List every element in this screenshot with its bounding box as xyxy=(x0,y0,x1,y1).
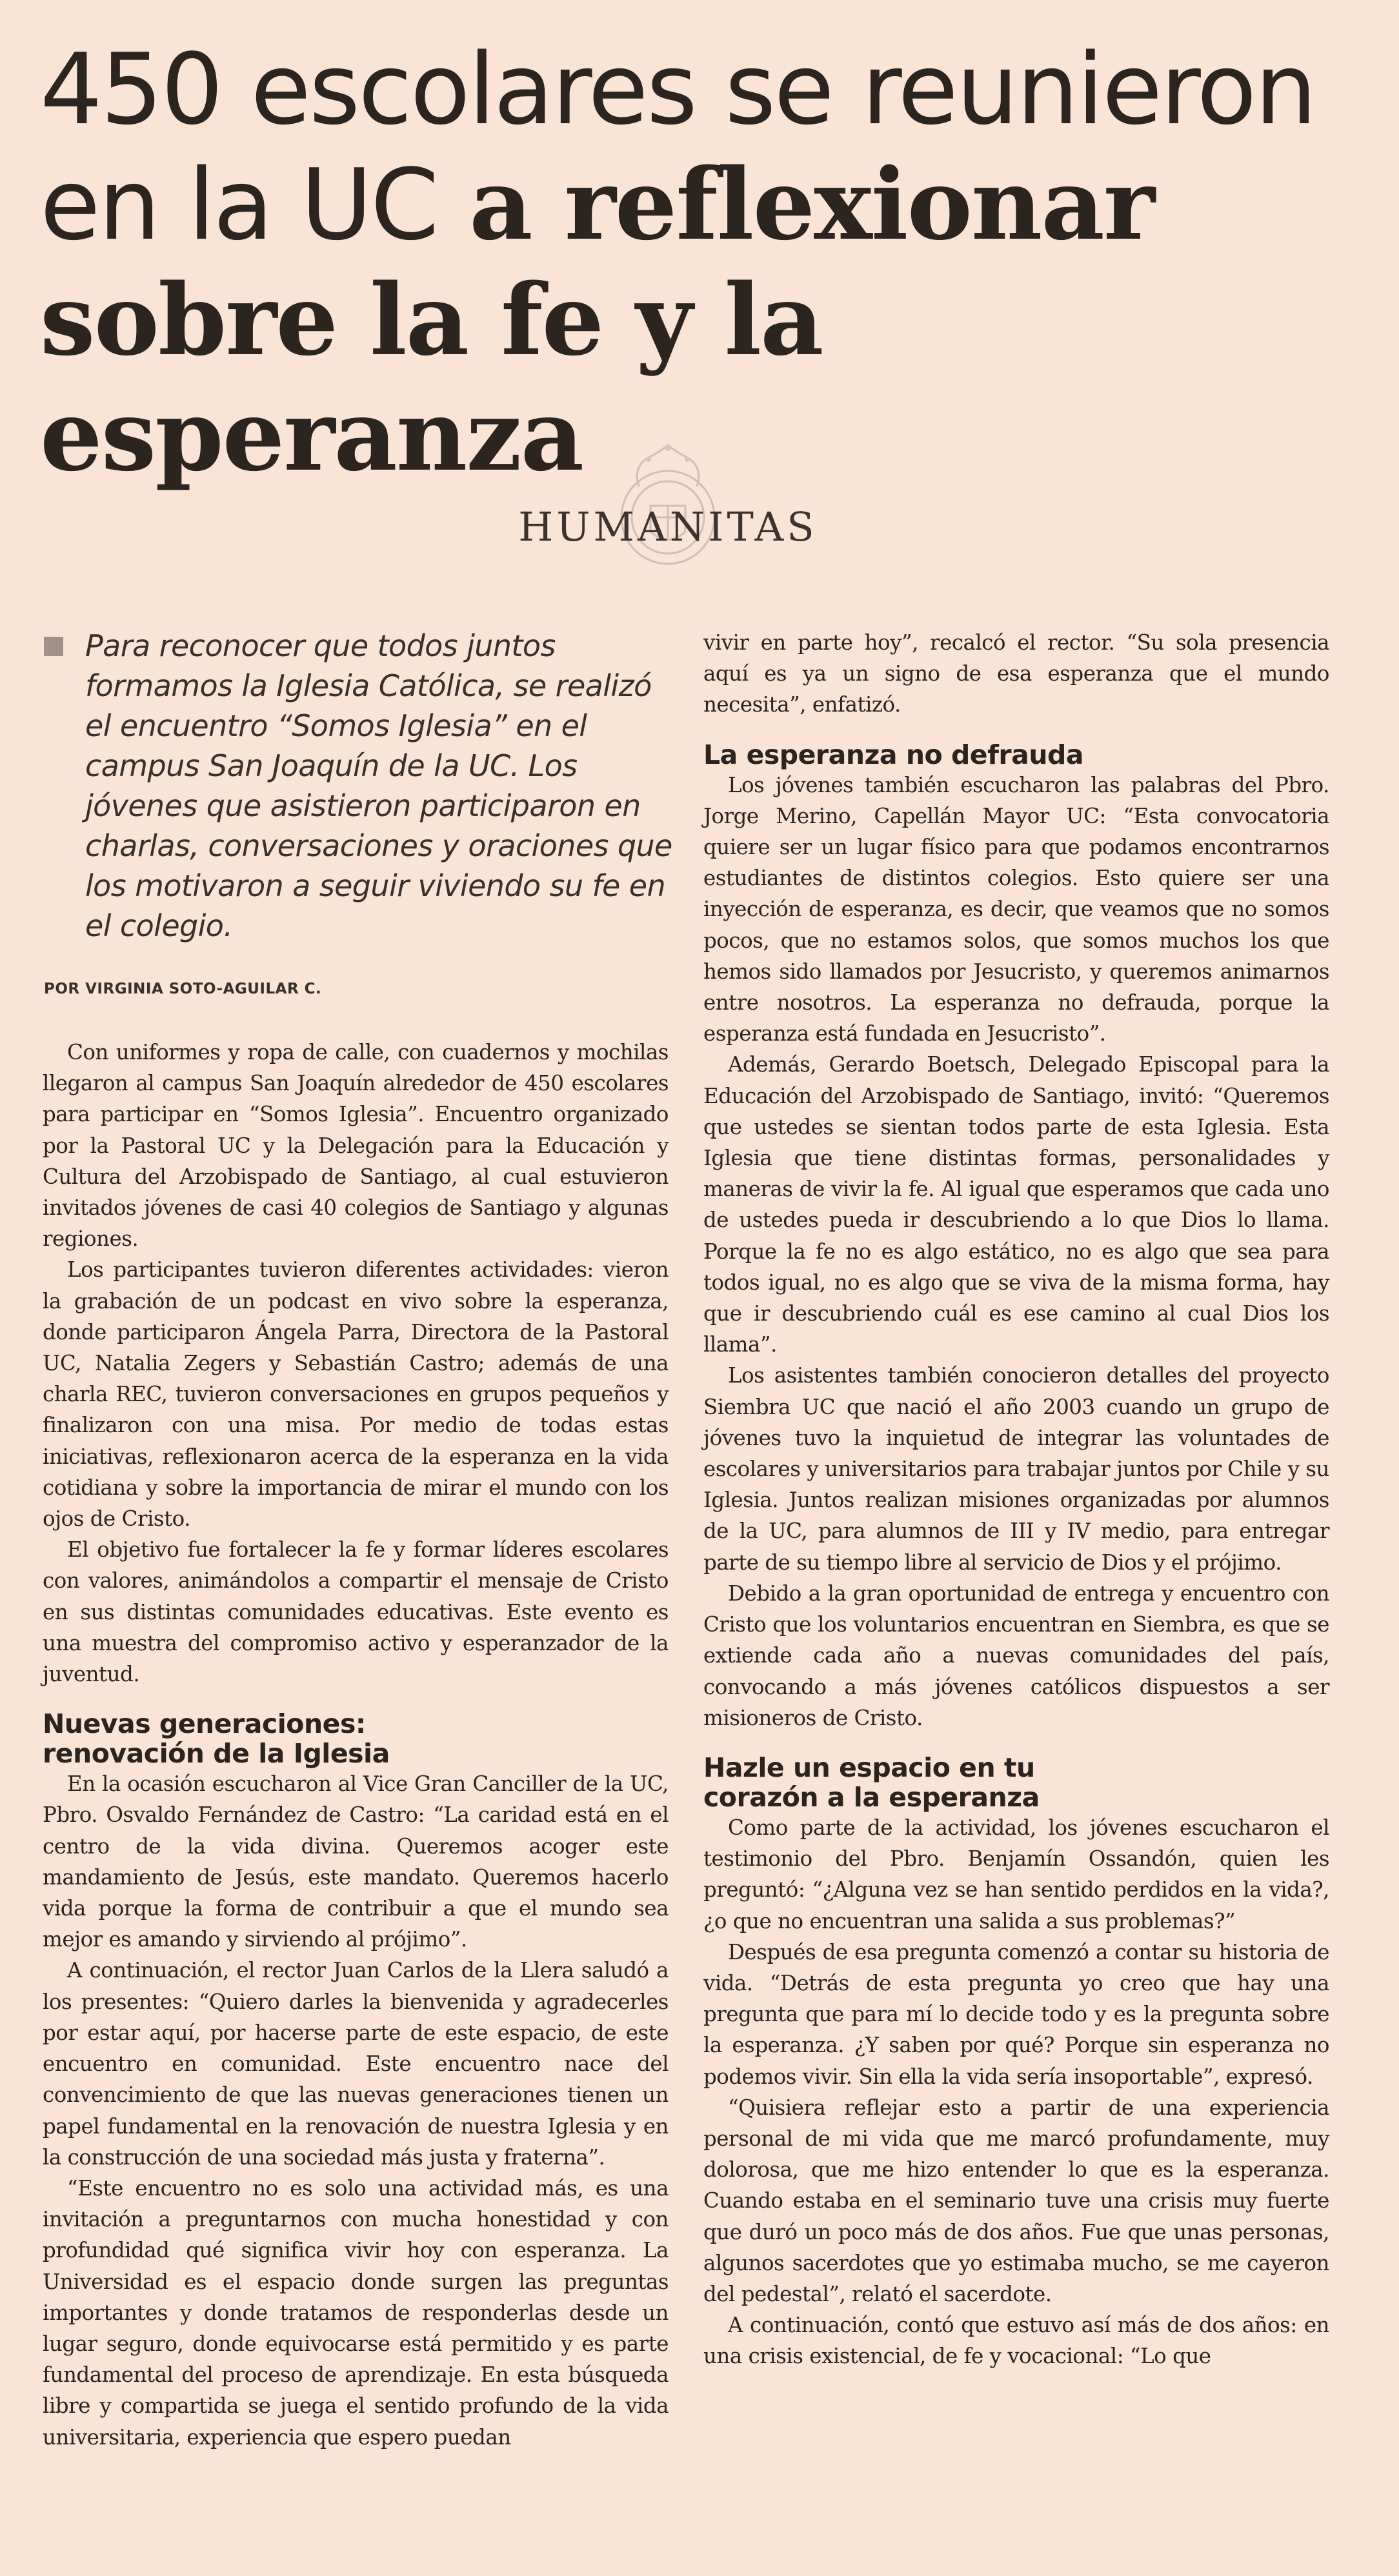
paragraph: vivir en parte hoy”, recalcó el rector. “Su sola presencia aquí es ya un signo de esa esperanza que el mundo necesita”, enfatizó. xyxy=(703,630,1329,717)
paragraph: Debido a la gran oportunidad de entrega y encuentro con Cristo que los voluntarios encuentran en Siembra, es que se extiende cada año a nuevas comunidades del país, convocando a más jóvenes católicos dispuestos a ser misioneros de Cristo. xyxy=(703,1581,1329,1730)
section-heading-line: renovación de la Iglesia xyxy=(43,1738,390,1770)
humanitas-logo xyxy=(510,439,826,600)
section-heading-line: corazón a la esperanza xyxy=(703,1781,1040,1813)
section-heading-line: Hazle un espacio en tu xyxy=(703,1752,1035,1783)
paragraph: Con uniformes y ropa de calle, con cuadernos y mochilas llegaron al campus San Joaquín alrededor de 450 escolares para participar en “Somos Iglesia”. Encuentro organizado por la Pastoral UC y la Delegación para la Educación y Cultura del Arzobispado de Santiago, al cual estuvieron invitados jóvenes de casi 40 colegios de Santiago y algunas regiones. xyxy=(43,1040,669,1252)
lead-marker xyxy=(44,637,63,656)
section-heading xyxy=(703,1753,1329,1812)
section-heading-line: Nuevas generaciones: xyxy=(43,1708,366,1740)
headline-part-light: 450 escolares se reunieron en la UC xyxy=(40,32,1315,262)
paragraph: En la ocasión escucharon al Vice Gran Canciller de la UC, Pbro. Osvaldo Fernández de Castro: “La caridad está en el centro de la vida divina. Queremos acoger este mandamiento de Jesús, este mandato. Queremos hacerlo vida porque la forma de contribuir a que el mundo sea mejor es amando y sirviendo al prójimo”. xyxy=(43,1772,669,1952)
paragraph: Después de esa pregunta comenzó a contar su historia de vida. “Detrás de esta pregunta yo creo que hay una pregunta que para mí lo decide todo y es la pregunta sobre la esperanza. ¿Y saben por qué? Porque sin esperanza no podemos vivir. Sin ella la vida sería insoportable”, expresó. xyxy=(703,1939,1329,2089)
paragraph: Los jóvenes también escucharon las palabras del Pbro. Jorge Merino, Capellán Mayor UC: “Esta convocatoria quiere ser un lugar físico para que podamos encontrarnos estudiantes de distintos colegios. Esto quiere ser una inyección de esperanza, es decir, que veamos que no somos pocos, que no estamos solos, que somos muchos los que hemos sido llamados por Jesucristo, y queremos animarnos entre nosotros. La esperanza no defrauda, porque la esperanza está fundada en Jesucristo”. xyxy=(703,772,1329,1046)
headline xyxy=(40,32,1369,494)
paragraph: El objetivo fue fortalecer la fe y formar líderes escolares con valores, animándolos a compartir el mensaje de Cristo en sus distintas comunidades educativas. Este evento es una muestra del compromiso activo y esperanzador de la juventud. xyxy=(43,1537,669,1687)
paragraph: Los participantes tuvieron diferentes actividades: vieron la grabación de un podcast en vivo sobre la esperanza, donde participaron Ángela Parra, Directora de la Pastoral UC, Natalia Zegers y Sebastián Castro; además de una charla REC, tuvieron conversaciones en grupos pequeños y finalizaron con una misa. Por medio de todas estas iniciativas, reflexionaron acerca de la esperanza en la vida cotidiana y sobre la importancia de mirar el mundo con los ojos de Cristo. xyxy=(43,1257,669,1532)
paragraph: Además, Gerardo Boetsch, Delegado Episcopal para la Educación del Arzobispado de Santiago, invitó: “Queremos que ustedes se sientan todos parte de esta Iglesia. Esta Iglesia que tiene distintas formas, personalidades y maneras de vivir la fe. Al igual que esperamos que cada uno de ustedes pueda ir descubriendo a lo que Dios lo llama. Porque la fe no es algo estático, no es algo que sea para todos igual, no es algo que se viva de la misma forma, hay que ir descubriendo cuál es ese camino al cual Dios los llama”. xyxy=(703,1052,1329,1357)
paragraph: “Quisiera reflejar esto a partir de una experiencia personal de mi vida que me marcó profundamente, muy dolorosa, que me hizo entender lo que es la esperanza. Cuando estaba en el seminario tuve una crisis muy fuerte que duró un poco más de dos años. Fue que unas personas, algunos sacerdotes que yo estimaba mucho, se me cayeron del pedestal”, relató el sacerdote. xyxy=(703,2095,1329,2306)
section-heading xyxy=(43,1709,669,1768)
paragraph: “Este encuentro no es solo una actividad más, es una invitación a preguntarnos con mucha honestidad y con profundidad qué significa vivir hoy con esperanza. La Universidad es el espacio donde surgen las preguntas importantes y donde tratamos de responderlas desde un lugar seguro, donde equivocarse está permitido y es parte fundamental del proceso de aprendizaje. En esta búsqueda libre y compartida se juega el sentido profundo de la vida universitaria, experiencia que espero puedan xyxy=(43,2175,669,2450)
right-column xyxy=(703,627,1329,2372)
lead-paragraph: Para reconocer que todos juntos formamos la Iglesia Católica, se realizó el encuentro “Somos Iglesia” en el campus San Joaquín de la UC. Los jóvenes que asistieron participaron en charlas, conversaciones y oraciones que los motivaron a seguir viviendo su fe en el colegio. xyxy=(85,628,672,943)
section-heading: La esperanza no defrauda xyxy=(703,739,1084,770)
paragraph: A continuación, contó que estuvo así más de dos años: en una crisis existencial, de fe y vocacional: “Lo que xyxy=(703,2313,1329,2369)
logo-text: HUMANITAS xyxy=(518,503,818,550)
paragraph: A continuación, el rector Juan Carlos de la Llera saludó a los presentes: “Quiero darles la bienvenida y agradecerles por estar aquí, por hacerse parte de este espacio, de este encuentro en comunidad. Este encuentro nace del convencimiento de que las nuevas generaciones tienen un papel fundamental en la renovación de nuestra Iglesia y en la construcción de una sociedad más justa y fraterna”. xyxy=(43,1958,669,2170)
paragraph: Como parte de la actividad, los jóvenes escucharon el testimonio del Pbro. Benjamín Ossandón, quien les preguntó: “¿Alguna vez se han sentido perdidos en la vida?, ¿o que no encuentran una salida a sus problemas?” xyxy=(703,1815,1329,1933)
left-column xyxy=(43,1037,669,2453)
paragraph: Los asistentes también conocieron detalles del proyecto Siembra UC que nació el año 2003 cuando un grupo de jóvenes tuvo la inquietud de integrar las voluntades de escolares y universitarios para trabajar juntos por Chile y su Iglesia. Juntos realizan misiones organizadas por alumnos de la UC, para alumnos de III y IV medio, para entregar parte de su tiempo libre al servicio de Dios y el prójimo. xyxy=(703,1363,1329,1575)
headline-part-bold: a reflexionar sobre la fe y la esperanza xyxy=(40,146,1154,493)
byline: POR VIRGINIA SOTO-AGUILAR C. xyxy=(44,981,322,997)
